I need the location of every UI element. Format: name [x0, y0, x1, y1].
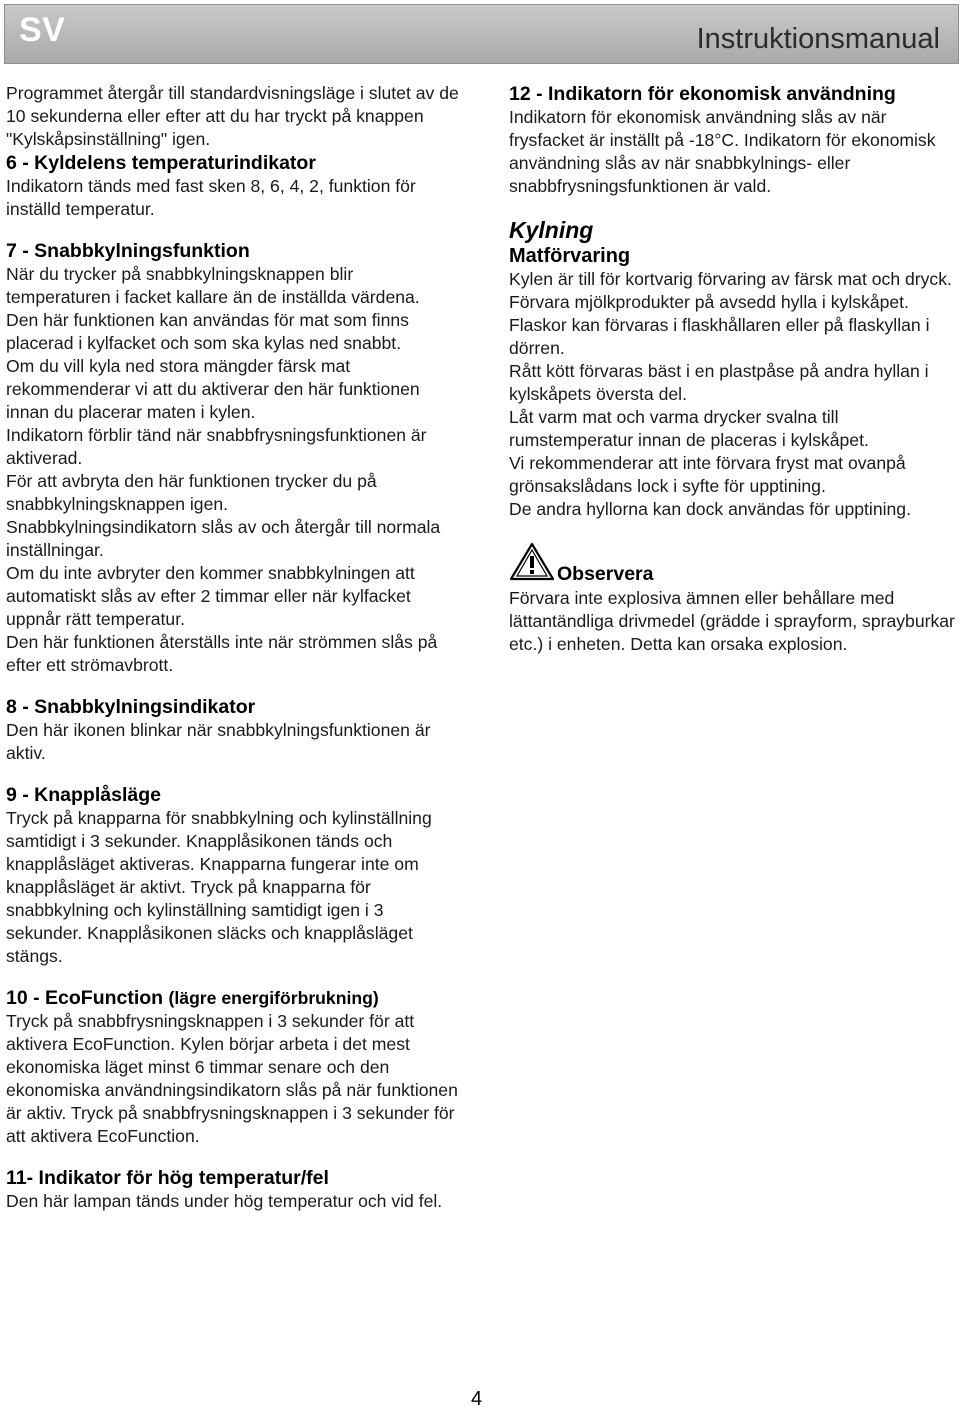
language-code: SV [19, 11, 66, 49]
section-7-p7: Om du inte avbryter den kommer snabbkylningen att automatiskt slås av efter 2 timmar eller när kylfacket uppnår rätt temperatur. [6, 563, 415, 629]
warning-block [509, 541, 957, 656]
section-6-heading: 6 - Kyldelens temperaturindikator [6, 152, 316, 174]
storage-paragraph: Kylen är till för kortvarig förvaring av färsk mat och dryck. [509, 269, 952, 289]
storage-paragraph: Förvara mjölkprodukter på avsedd hylla i kylskåpet. [509, 292, 909, 312]
section-9 [6, 783, 461, 968]
section-9-body: Tryck på knapparna för snabbkylning och kylinställning samtidigt i 3 sekunder. Knapplåsikonen tänds och knapplåsläget aktiveras. Knapparna fungerar inte om knapplåsläget är aktivt. Tryck på knapparna för snabbkylning och kylinställning samtidigt igen i 3 sekunder. Knapplåsikonen släcks och knapplåsläget stängs. [6, 808, 432, 966]
section-7 [6, 239, 461, 677]
section-9-heading: 9 - Knapplåsläge [6, 784, 161, 806]
section-11-body: Den här lampan tänds under hög temperatur och vid fel. [6, 1191, 443, 1211]
storage-paragraph: Rått kött förvaras bäst i en plastpåse på andra hyllan i kylskåpets översta del. [509, 361, 929, 404]
intro-paragraph: Programmet återgår till standardvisningsläge i slutet av de 10 sekunderna eller efter att du har tryckt på knappen "Kylskåpsinställning" igen. [6, 83, 459, 149]
storage-paragraph: Flaskor kan förvaras i flaskhållaren eller på flaskyllan i dörren. [509, 315, 930, 358]
page-header [2, 2, 958, 64]
section-10-body: Tryck på snabbfrysningsknappen i 3 sekunder för att aktivera EcoFunction. Kylen börjar arbeta i det mest ekonomiska läget minst 6 timmar senare och den ekonomiska användningsindikatorn slås på när funktionen är aktiv. Tryck på snabbfrysningsknappen i 3 sekunder för att aktivera EcoFunction. [6, 1011, 458, 1146]
header-bar [4, 4, 959, 64]
warning-body: Förvara inte explosiva ämnen eller behållare med lättantändliga drivmedel (grädde i sprayform, sprayburkar etc.) i enheten. Detta kan orsaka explosion. [509, 588, 955, 654]
section-7-p8: Den här funktionen återställs inte när strömmen slås på efter ett strömavbrott. [6, 632, 438, 675]
storage-paragraph: Vi rekommenderar att inte förvara fryst mat ovanpå grönsakslådans lock i syfte för upptining. [509, 453, 906, 496]
warning-triangle-icon [509, 541, 557, 587]
document-title: Instruktionsmanual [696, 23, 940, 55]
section-10 [6, 986, 461, 1148]
section-11 [6, 1166, 461, 1213]
page-number: 4 [471, 1388, 483, 1410]
section-8 [6, 695, 461, 765]
section-12 [509, 82, 957, 198]
section-6 [6, 151, 461, 221]
section-11-heading: 11- Indikator för hög temperatur/fel [6, 1167, 329, 1189]
section-7-p2: Den här funktionen kan användas för mat som finns placerad i kylfacket och som ska kylas ned snabbt. [6, 310, 409, 353]
section-7-heading: 7 - Snabbkylningsfunktion [6, 240, 250, 262]
section-7-p5: För att avbryta den här funktionen trycker du på snabbkylningsknappen igen. [6, 471, 377, 514]
food-storage-title: Matförvaring [509, 245, 631, 267]
section-12-body: Indikatorn för ekonomisk användning slås av när frysfacket är inställt på -18°C. Indikatorn för ekonomisk användning slås av när snabbkylnings- eller snabbfrysningsfunktionen är vald. [509, 107, 936, 196]
section-8-body: Den här ikonen blinkar när snabbkylningsfunktionen är aktiv. [6, 720, 431, 763]
section-10-heading [6, 986, 461, 1010]
section-7-p3: Om du vill kyla ned stora mängder färsk mat rekommenderar vi att du aktiverar den här funktionen innan du placerar maten i kylen. [6, 356, 420, 422]
section-7-p1: När du trycker på snabbkylningsknappen blir temperaturen i facket kallare än de inställda värdena. [6, 264, 420, 307]
section-10-heading-main: 10 - EcoFunction [6, 987, 164, 1009]
section-12-heading: 12 - Indikatorn för ekonomisk användning [509, 83, 896, 105]
right-column [509, 82, 957, 656]
section-10-heading-sub: (lägre energiförbrukning) [168, 988, 379, 1008]
left-column [6, 82, 461, 1231]
cooling-title: Kylning [509, 217, 594, 243]
warning-header [509, 541, 957, 587]
storage-paragraph: Låt varm mat och varma drycker svalna till rumstemperatur innan de placeras i kylskåpet. [509, 407, 869, 450]
section-8-heading: 8 - Snabbkylningsindikator [6, 696, 256, 718]
warning-heading: Observera [557, 563, 654, 585]
section-7-p6: Snabbkylningsindikatorn slås av och återgår till normala inställningar. [6, 517, 441, 560]
section-7-p4: Indikatorn förblir tänd när snabbfrysningsfunktionen är aktiverad. [6, 425, 427, 468]
storage-paragraph: De andra hyllorna kan dock användas för upptining. [509, 499, 911, 519]
section-6-body: Indikatorn tänds med fast sken 8, 6, 4, 2, funktion för inställd temperatur. [6, 176, 416, 219]
